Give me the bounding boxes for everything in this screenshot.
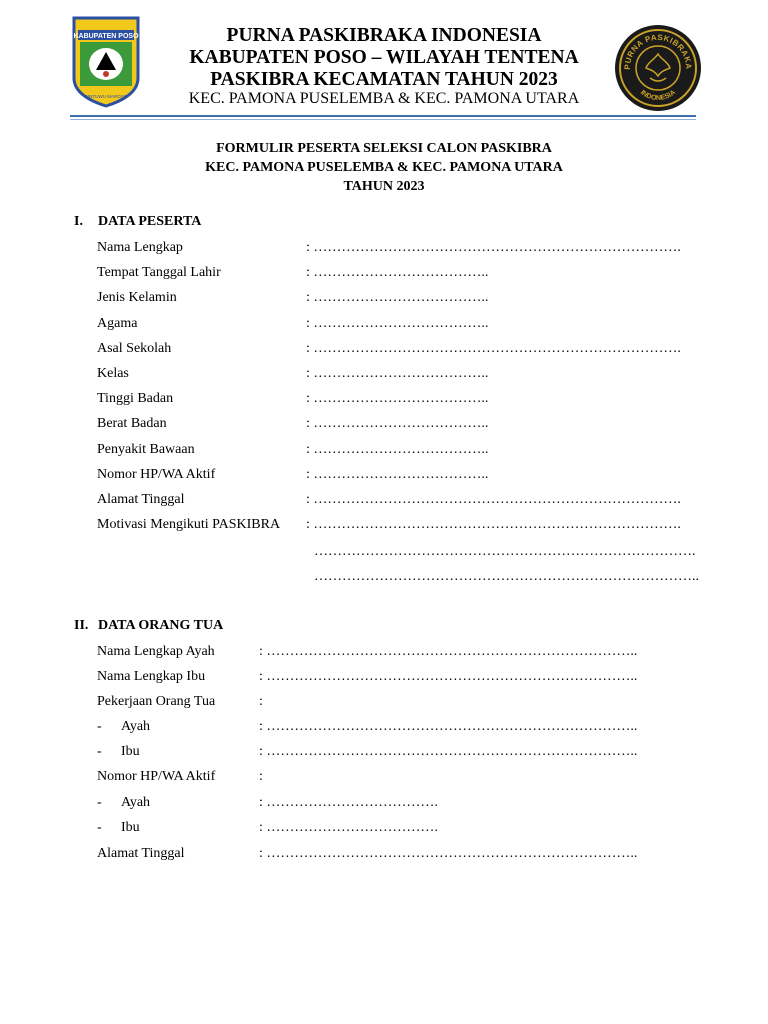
form-title-line-3: TAHUN 2023 xyxy=(343,179,425,194)
field-label: Asal Sekolah xyxy=(97,341,172,356)
section-1-heading xyxy=(74,214,201,230)
logo-left-text: KABUPATEN POSO xyxy=(73,33,139,40)
pekerjaan-ayah-dash: - xyxy=(97,719,102,734)
header-rule-thin xyxy=(70,119,696,120)
field-input[interactable]: : ……………………………….. xyxy=(306,265,489,280)
field-input[interactable]: : ……………………………….. xyxy=(306,316,489,331)
logo-left-motto: SINTUWU MAROSO xyxy=(84,94,128,99)
field-input[interactable]: : ……………………………………………………………………. xyxy=(306,240,681,255)
nama-ayah-field[interactable]: : …………………………………………………………………….. xyxy=(259,644,638,659)
section-2-heading xyxy=(74,618,223,634)
pekerjaan-ayah-label: Ayah xyxy=(121,719,151,734)
field-label: Tempat Tanggal Lahir xyxy=(97,265,221,280)
header-rule xyxy=(70,115,696,117)
pekerjaan-label: Pekerjaan Orang Tua xyxy=(97,694,216,709)
header-line-2: KABUPATEN POSO – WILAYAH TENTENA xyxy=(189,47,579,68)
field-input[interactable]: : ……………………………………………………………………. xyxy=(306,341,681,356)
motivasi-line-3[interactable]: ……………………………………………………………………….. xyxy=(314,569,699,584)
field-input[interactable]: : ……………………………….. xyxy=(306,290,489,305)
field-label: Nama Lengkap xyxy=(97,240,183,255)
alamat-ortu-field[interactable]: : …………………………………………………………………….. xyxy=(259,846,638,861)
pekerjaan-ibu-dash: - xyxy=(97,744,102,759)
nama-ayah-label: Nama Lengkap Ayah xyxy=(97,644,215,659)
field-label: Alamat Tinggal xyxy=(97,492,185,507)
header-line-4: KEC. PAMONA PUSELEMBA & KEC. PAMONA UTARA xyxy=(188,90,580,107)
nama-ibu-label: Nama Lengkap Ibu xyxy=(97,669,206,684)
field-label: Kelas xyxy=(97,366,129,381)
field-input[interactable]: : ……………………………….. xyxy=(306,416,489,431)
pekerjaan-ibu-label: Ibu xyxy=(121,744,140,759)
hp-label: Nomor HP/WA Aktif xyxy=(97,769,216,784)
pekerjaan-ayah-field[interactable]: : …………………………………………………………………….. xyxy=(259,719,638,734)
nama-ibu-field[interactable]: : …………………………………………………………………….. xyxy=(259,669,638,684)
hp-ibu-label: Ibu xyxy=(121,820,140,835)
section-2-number: II. xyxy=(74,618,89,633)
field-input[interactable]: : ……………………………….. xyxy=(306,442,489,457)
field-input[interactable]: : ……………………………….. xyxy=(306,391,489,406)
section-2-title: DATA ORANG TUA xyxy=(98,618,224,633)
section-1-title: DATA PESERTA xyxy=(98,214,202,229)
motivasi-line-2[interactable]: ………………………………………………………………………. xyxy=(314,544,696,559)
field-input[interactable]: : ……………………………….. xyxy=(306,366,489,381)
field-label: Penyakit Bawaan xyxy=(97,442,195,457)
alamat-ortu-label: Alamat Tinggal xyxy=(97,846,185,861)
logo-right-text-top: PURNA PASKIBRAKA xyxy=(622,32,694,70)
kabupaten-poso-logo xyxy=(70,16,142,108)
field-label: Tinggi Badan xyxy=(97,391,174,406)
hp-ibu-field[interactable]: : ………………………………. xyxy=(259,820,438,835)
header-line-3: PASKIBRA KECAMATAN TAHUN 2023 xyxy=(210,69,558,90)
field-label: Motivasi Mengikuti PASKIBRA xyxy=(97,517,281,532)
hp-ayah-label: Ayah xyxy=(121,795,151,810)
field-label: Berat Badan xyxy=(97,416,167,431)
logo-right-text-bottom: INDONESIA xyxy=(638,89,678,103)
hp-ayah-field[interactable]: : ………………………………. xyxy=(259,795,438,810)
hp-ibu-dash: - xyxy=(97,820,102,835)
purna-paskibraka-logo xyxy=(614,24,702,112)
pekerjaan-ibu-field[interactable]: : …………………………………………………………………….. xyxy=(259,744,638,759)
field-label: Jenis Kelamin xyxy=(97,290,177,305)
hp-ayah-dash: - xyxy=(97,795,102,810)
hp-colon: : xyxy=(259,769,263,784)
pekerjaan-colon: : xyxy=(259,694,263,709)
header-line-1: PURNA PASKIBRAKA INDONESIA xyxy=(226,25,542,46)
field-label: Agama xyxy=(97,316,138,331)
form-title-line-2: KEC. PAMONA PUSELEMBA & KEC. PAMONA UTARA xyxy=(205,160,563,175)
field-label: Nomor HP/WA Aktif xyxy=(97,467,216,482)
section-1-number: I. xyxy=(74,214,83,229)
field-input[interactable]: : ……………………………………………………………………. xyxy=(306,492,681,507)
form-title-line-1: FORMULIR PESERTA SELEKSI CALON PASKIBRA xyxy=(216,141,552,156)
field-input[interactable]: : ……………………………….. xyxy=(306,467,489,482)
field-input[interactable]: : ……………………………………………………………………. xyxy=(306,517,681,532)
